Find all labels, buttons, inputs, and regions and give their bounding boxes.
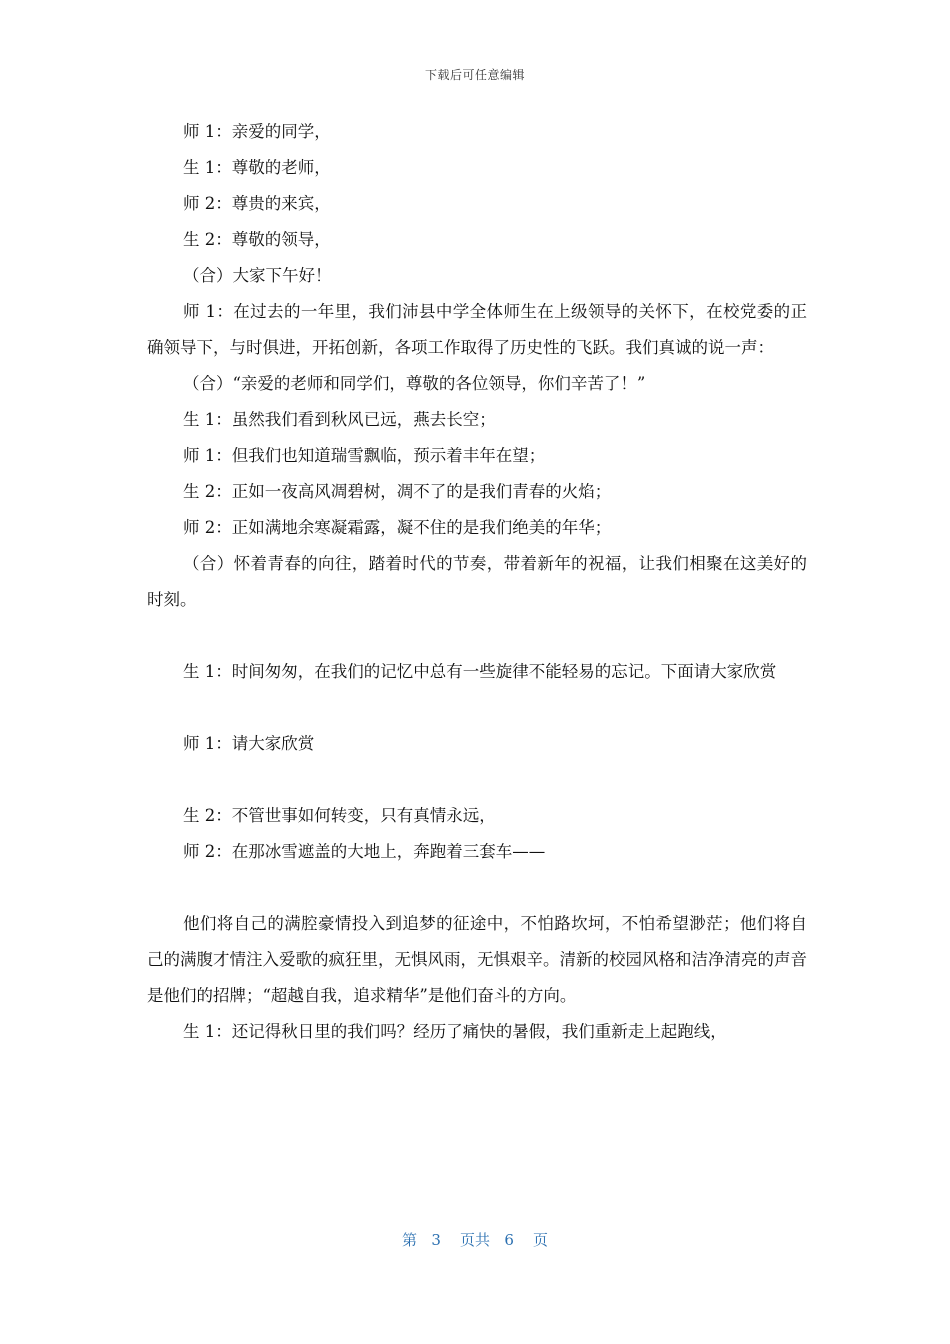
- paragraph: 生 1：尊敬的老师，: [183, 158, 331, 177]
- footer-suffix: 页: [532, 1231, 548, 1249]
- paragraph: 师 1：在过去的一年里，我们沛县中学全体师生在上级领导的关怀下，在校党委的正确领导下，与时俱进，开拓创新，各项工作取得了历史性的飞跃。我们真诚的说一声：: [147, 302, 807, 357]
- paragraph: （合）大家下午好！: [183, 266, 332, 285]
- paragraph: 师 1：亲爱的同学，: [183, 122, 331, 141]
- paragraph: 他们将自己的满腔豪情投入到追梦的征途中，不怕路坎坷，不怕希望渺茫；他们将自己的满腹才情注入爱歌的疯狂里，无惧风雨，无惧艰辛。清新的校园风格和洁净清亮的声音是他们的招牌；“超越自我，追求精华”是他们奋斗的方向。: [147, 914, 807, 1005]
- paragraph: 生 2：尊敬的领导，: [183, 230, 331, 249]
- paragraph: 生 2：正如一夜高风凋碧树，凋不了的是我们青春的火焰；: [183, 482, 612, 501]
- paragraph: 生 1：还记得秋日里的我们吗？经历了痛快的暑假，我们重新走上起跑线，: [183, 1022, 727, 1041]
- footer-page-number: 3: [431, 1231, 441, 1249]
- footer-total-pages: 6: [504, 1231, 514, 1249]
- paragraph: 生 2：不管世事如何转变，只有真情永远，: [183, 806, 496, 825]
- paragraph: 师 1：但我们也知道瑞雪飘临，预示着丰年在望；: [183, 446, 546, 465]
- paragraph: （合）“亲爱的老师和同学们，尊敬的各位领导，你们辛苦了！”: [183, 374, 646, 393]
- blank-line: [147, 618, 807, 654]
- blank-line: [147, 690, 807, 726]
- paragraph: 生 1：时间匆匆，在我们的记忆中总有一些旋律不能轻易的忘记。下面请大家欣赏: [183, 662, 777, 681]
- blank-line: [147, 762, 807, 798]
- paragraph: 师 2：正如满地余寒凝霜露，凝不住的是我们绝美的年华；: [183, 518, 612, 537]
- paragraph: 生 1：虽然我们看到秋风已远，燕去长空；: [183, 410, 496, 429]
- page-header: 下载后可任意编辑: [424, 68, 525, 82]
- footer-prefix: 第: [402, 1231, 418, 1249]
- paragraph: （合）怀着青春的向往，踏着时代的节奏，带着新年的祝福，让我们相聚在这美好的时刻。: [147, 554, 807, 609]
- paragraph: 师 1：请大家欣赏: [183, 734, 315, 753]
- blank-line: [147, 870, 807, 906]
- document-body: [147, 114, 807, 1050]
- paragraph: 师 2：在那冰雪遮盖的大地上，奔跑着三套车——: [183, 842, 546, 861]
- footer-middle: 页共: [459, 1231, 490, 1249]
- page-footer: [0, 1229, 950, 1250]
- paragraph: 师 2：尊贵的来宾，: [183, 194, 331, 213]
